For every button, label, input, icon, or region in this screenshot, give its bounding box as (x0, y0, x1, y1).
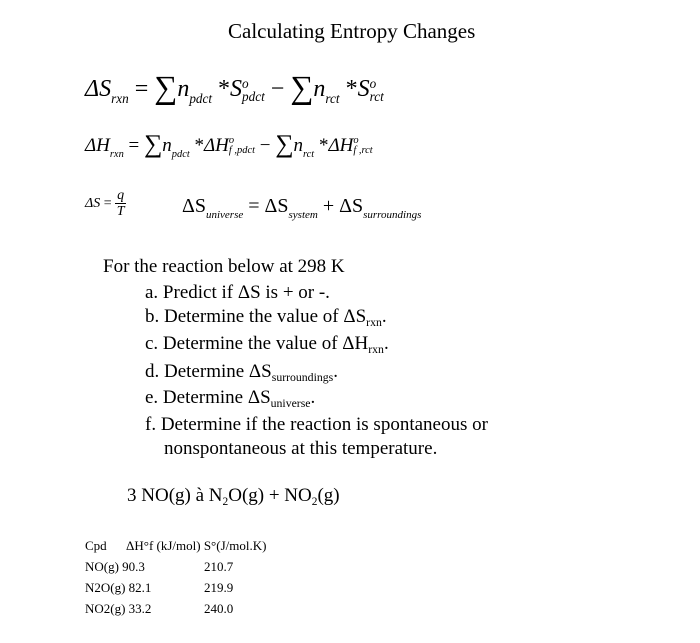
table-row-entropy: 219.9 (204, 580, 234, 595)
table-row-entropy: 240.0 (204, 601, 234, 616)
table-row-cpd: NO(g) 90.3 (85, 559, 145, 574)
page-title: Calculating Entropy Changes (228, 19, 476, 43)
entropy-heat-equation: ΔS = $\frac{q}{T}$ (85, 188, 125, 220)
table-header-properties: ΔH°f (kJ/mol) S°(J/mol.K) (126, 538, 267, 553)
question-f-line2: nonspontaneous at this temperature. (164, 438, 438, 459)
entropy-universe-equation: $\Delta S_{universe} = \Delta S_{system} + \Delta S_{surroundings}$ (182, 195, 422, 222)
question-f-line1: f. Determine if the reaction is spontaneous or (145, 414, 488, 435)
table-row-cpd: NO2(g) 33.2 (85, 601, 152, 616)
table-row-cpd: N2O(g) 82.1 (85, 580, 152, 595)
enthalpy-reaction-equation: $\Delta H_{rxn} = \sum n_{pdct}$ *ΔH o f ,pdct − $\sum n_{rct}$ *ΔH o f ,rct (85, 129, 373, 160)
table-header-cpd: Cpd (85, 538, 107, 553)
question-e: e. Determine $\Delta S_{universe}$. (145, 387, 316, 411)
table-row-entropy: 210.7 (204, 559, 234, 574)
q-over-t-fraction: $\frac{q}{T}$ (116, 188, 125, 220)
entropy-reaction-equation: $\Delta S_{rxn} = \sum n_{pdct}$ *S o pdct − $\sum n_{rct}$ *S o rct (85, 69, 384, 107)
question-c: c. Determine the value of $\Delta H_{rxn}$. (145, 333, 389, 357)
question-b: b. Determine the value of $\Delta S_{rxn}$. (145, 306, 387, 330)
question-a: a. Predict if ΔS is + or -. (145, 282, 330, 303)
chemical-reaction: 3 NO(g) à $N_2O(g) + NO_2(g)$ (127, 485, 340, 508)
problem-intro: For the reaction below at 298 K (103, 256, 345, 277)
question-d: d. Determine $\Delta S_{surroundings}$. (145, 361, 338, 385)
